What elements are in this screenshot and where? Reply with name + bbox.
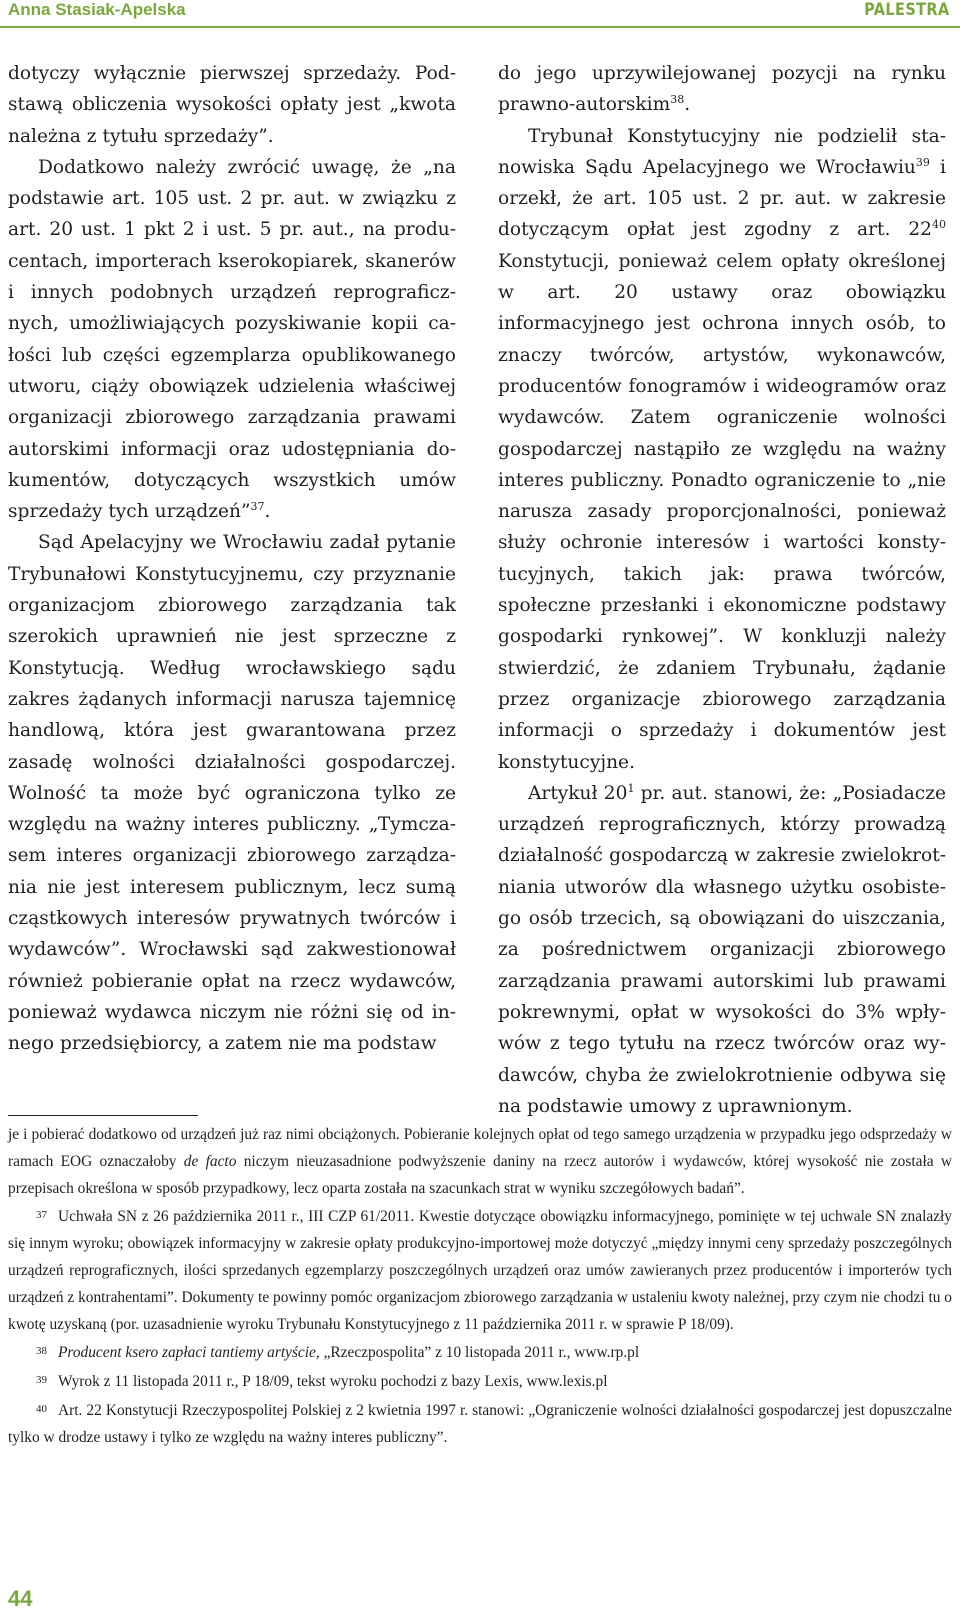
right-column xyxy=(498,58,946,1122)
body-paragraph: Sąd Apelacyjny we Wrocławiu zadał pytanie Trybunałowi Konstytucyjnemu, czy przyznanie organizacjom zbiorowego zarządzania tak szerokich uprawnień nie jest sprzeczne z Konstytucją. Według wrocławskiego sądu zakres żądanych informacji narusza tajemnicę handlową, która jest gwarantowana przez zasadę wolności działalności gospodarczej. Wolność ta może być ograniczona tylko ze względu na ważny interes publiczny. „Tymczasem interes organizacji zbiorowego zarządzania nie jest interesem publicznym, lecz sumą cząstkowych interesów prywatnych twórców i wydawców”. Wrocławski sąd zakwestionował również pobieranie opłat na rzecz wydawców, ponieważ wydawca niczym nie różni się od innego przedsiębiorcy, a zatem nie ma podstaw xyxy=(8,532,456,1055)
header-rule xyxy=(0,26,960,28)
footnote-37: 37 Uchwała SN z 26 października 2011 r., III CZP 61/2011. Kwestie dotyczące obowiązku informacyjnego, pominięte w tej uchwale SN znalazły się innym wyroku; obowiązek informacyjny w zakresie opłaty produkcyjno-importowej może dotyczyć „między innymi ceny sprzedaży poszczególnych urządzeń reprograficznych, ilości sprzedanych egzemplarzy poszczególnych urządzeń oraz umów zawieranych przez producentów i importerów tych urządzeń z kontrahentami”. Dokumenty te powinny pomóc organizacjom zbiorowego zarządzania w ustaleniu kwoty należnej, przy czym nie chodzi tu o kwotę uzyskaną (por. uzasadnienie wyroku Trybunału Konstytucyjnego z 11 października 2011 r. w sprawie P 18/09). xyxy=(8,1208,952,1333)
footnote-39: 39 Wyrok z 11 listopada 2011 r., P 18/09, tekst wyroku pochodzi z bazy Lexis, www.lexis.pl xyxy=(36,1373,608,1391)
body-paragraph: Trybunał Konstytucyjny nie podzielił stanowiska Sądu Apelacyjnego we Wrocławiu$^{39}$ i orzekł, że art. 105 ust. 2 pr. aut. w zakresie dotyczącym opłat jest zgodny z art. $22^{40}$ Konstytucji, ponieważ celem opłaty określonej w art. 20 ustawy oraz obowiązku informacyjnego jest ochrona innych osób, to znaczy twórców, artystów, wykonawców, producentów fonogramów i wideogramów oraz wydawców. Zatem ograniczenie wolności gospodarczej nastąpiło ze względu na ważny interes publiczny. Ponadto ograniczenie to „nie narusza zasady proporcjonalności, ponieważ służy ochronie interesów i wartości konstytucyjnych, takich jak: prawa twórców, społeczne przesłanki i ekonomiczne podstawy gospodarki rynkowej”. W konkluzji należy stwierdzić, że zdaniem Trybunału, żądanie przez organizacje zbiorowego zarządzania informacji o sprzedaży i dokumentów jest konstytucyjne. xyxy=(498,125,946,773)
footnote-ref: 38 xyxy=(670,93,685,107)
page-number: 44 xyxy=(8,1586,33,1611)
footnote-separator xyxy=(8,1115,198,1116)
footnote-ref: 39 xyxy=(915,155,930,169)
body-paragraph: Artykuł $20^1$ pr. aut. stanowi, że: „Posiadacze urządzeń reprograficznych, którzy prowadzą działalność gospodarczą w zakresie zwielokrotniania utworów dla własnego użytku osobistego osób trzecich, są obowiązani do uiszczania, za pośrednictwem organizacji zbiorowego zarządzania prawami autorskimi lub prawami pokrewnymi, opłat w wysokości do 3% wpływów z tego tytułu na rzecz twórców oraz wydawców, chyba że zwielokrotnienie odbywa się na podstawie umowy z uprawnionym. xyxy=(498,781,947,1117)
superscript: 1 xyxy=(627,781,635,795)
body-paragraph: Dodatkowo należy zwrócić uwagę, że „na podstawie art. 105 ust. 2 pr. aut. w związku z art. 20 ust. 1 pkt 2 i ust. 5 pr. aut., na producentach, importerach kserokopiarek, skanerów i innych podobnych urządzeń reprograficznych, umożliwiających pozyskiwanie kopii całości lub części egzemplarza opublikowanego utworu, ciąży obowiązek udzielenia właściwej organizacji zbiorowego zarządzania prawami autorskimi informacji oraz udostępniania dokumentów, dotyczących wszystkich umów sprzedaży tych urządzeń”$^{37}$. xyxy=(8,156,456,523)
body-paragraph: do jego uprzywilejowanej pozycji na rynku prawno-autorskim$^{38}$. xyxy=(498,63,946,116)
footnote-38: 38 Producent ksero zapłaci tantiemy artyście, „Rzeczpospolita” z 10 listopada 2011 r., www.rp.pl xyxy=(36,1344,640,1362)
left-column xyxy=(8,58,456,1060)
running-header xyxy=(0,0,960,26)
header-author: Anna Stasiak-Apelska xyxy=(8,0,186,19)
footnotes xyxy=(8,1122,952,1452)
footnote-40: 40 Art. 22 Konstytucji Rzeczypospolitej Polskiej z 2 kwietnia 1997 r. stanowi: „Ograniczenie wolności działalności gospodarczej jest dopuszczalne tylko w drodze ustawy i tylko ze względu na ważny interes publiczny”. xyxy=(8,1401,952,1446)
footnote-ref: 37 xyxy=(250,500,265,514)
footnote-ref: 40 xyxy=(932,218,946,232)
footnote-continuation: je i pobierać dodatkowo od urządzeń już raz nimi obciążonych. Pobieranie kolejnych opłat od tego samego urządzenia w przypadku jego odsprzedaży w ramach EOG oznaczałoby de facto niczym nieuzasadnione podwyższenie daniny na rzecz autorów i wydawców, której wysokość nie została w przepisach określona w sposób przypadkowy, lecz oparta została na szacunkach strat w wyniku szczegółowych badań”. xyxy=(8,1126,952,1197)
header-journal-name: PALESTRA xyxy=(864,0,950,20)
body-paragraph: dotyczy wyłącznie pierwszej sprzedaży. Podstawą obliczenia wysokości opłaty jest „kwota należna z tytułu sprzedaży”. xyxy=(8,63,456,147)
